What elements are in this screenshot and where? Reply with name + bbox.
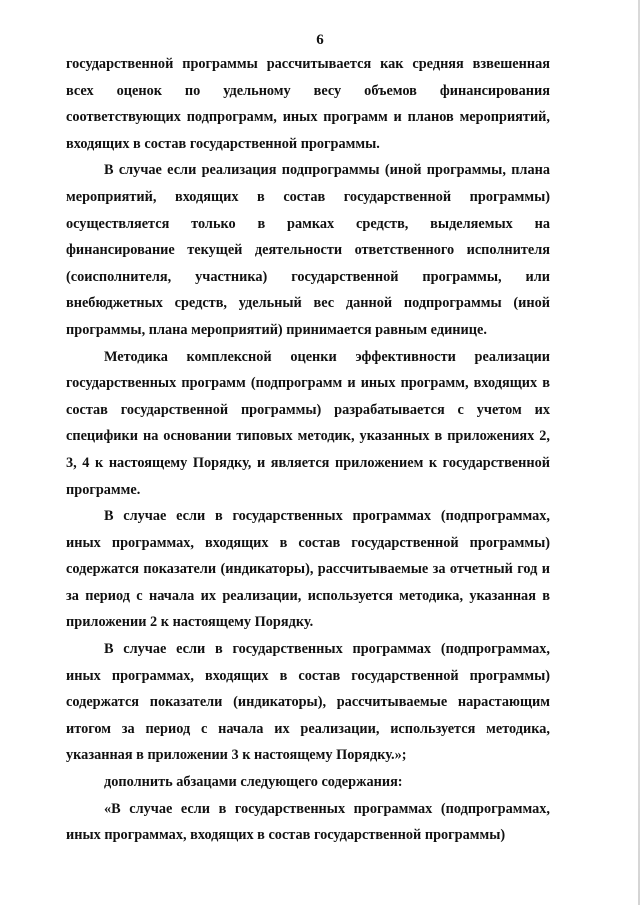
paragraph-5: В случае если в государственных программах (подпрограммах, иных программах, входящих в состав государственной программы) содержатся показатели (индикаторы), рассчитываемые нарастающим итогом за период с начала их реализации, используется методика, указанная в приложении 3 к настоящему Порядку.»;: [66, 641, 550, 764]
paragraph-7: «В случае если в государственных программах (подпрограммах, иных программах, входящих в состав государственной программы): [66, 800, 550, 844]
page-number: 6: [316, 32, 324, 48]
paragraph-6: дополнить абзацами следующего содержания:: [104, 774, 403, 791]
document-body: [66, 51, 550, 849]
paragraph-3: Методика комплексной оценки эффективности реализации государственных программ (подпрограмм и иных программ, входящих в состав государственной программы) разрабатывается с учетом их специфики на основании типовых методик, указанных в приложениях 2, 3, 4 к настоящему Порядку, и является приложением к государственной программе.: [66, 348, 550, 498]
paragraph-1: государственной программы рассчитывается как средняя взвешенная всех оценок по удельному весу объемов финансирования соответствующих подпрограмм, иных программ и планов мероприятий, входящих в состав государственной программы.: [66, 56, 550, 152]
paragraph-4: В случае если в государственных программах (подпрограммах, иных программах, входящих в состав государственной программы) содержатся показатели (индикаторы), рассчитываемые за отчетный год и за период с начала их реализации, используется методика, указанная в приложении 2 к настоящему Порядку.: [66, 508, 550, 631]
paragraph-2: В случае если реализация подпрограммы (иной программы, плана мероприятий, входящих в состав государственной программы) осуществляется только в рамках средств, выделяемых на финансирование текущей деятельности ответственного исполнителя (соисполнителя, участника) государственной программы, или внебюджетных средств, удельный вес данной подпрограммы (иной программы, плана мероприятий) принимается равным единице.: [66, 162, 550, 338]
